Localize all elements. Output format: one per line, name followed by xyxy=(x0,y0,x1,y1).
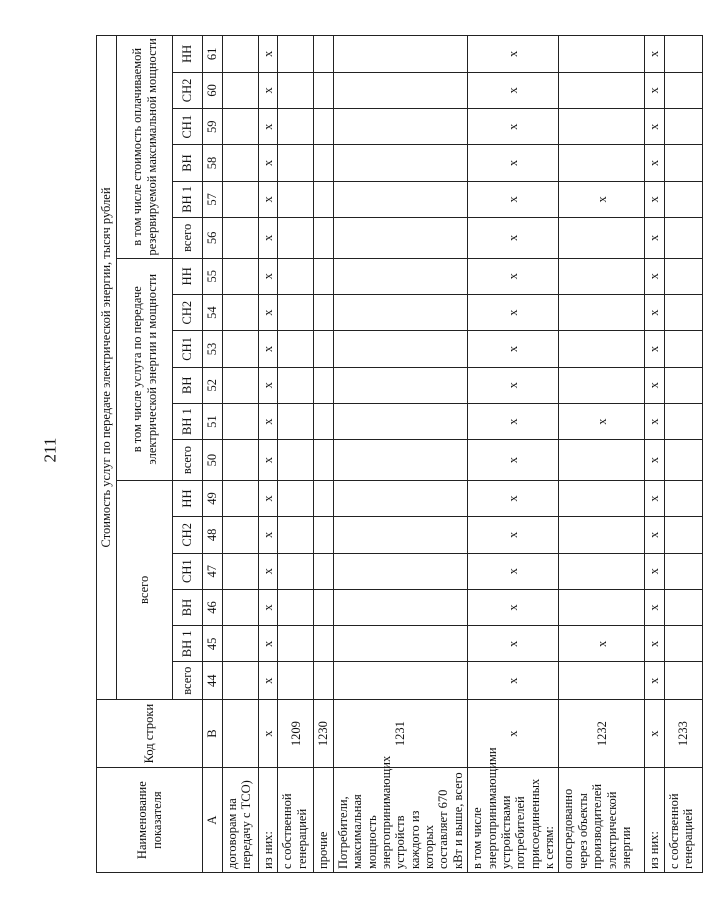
value-cell: x xyxy=(645,440,664,481)
row-name-cell: опосредованно через объекты производителей электрической энергии xyxy=(559,768,645,873)
value-cell xyxy=(664,109,702,145)
value-cell xyxy=(278,218,314,259)
column-number-cell: 59 xyxy=(203,109,223,145)
value-cell xyxy=(559,440,645,481)
value-cell xyxy=(314,258,333,294)
value-cell: x xyxy=(259,218,278,259)
row-code-cell: 1231 xyxy=(333,699,467,767)
value-cell xyxy=(278,480,314,516)
value-cell xyxy=(559,331,645,367)
value-cell xyxy=(278,109,314,145)
value-cell: x xyxy=(259,480,278,516)
value-cell xyxy=(333,517,467,553)
value-cell xyxy=(333,294,467,330)
value-cell xyxy=(314,331,333,367)
page-number: 211 xyxy=(40,437,60,463)
value-cell xyxy=(223,517,259,553)
column-number-cell: 44 xyxy=(203,662,223,699)
value-cell xyxy=(664,626,702,662)
header-level-cell: ВН 1 xyxy=(173,626,203,662)
value-cell xyxy=(314,440,333,481)
row-name-cell: из них: xyxy=(645,768,664,873)
header-level-cell: НН xyxy=(173,258,203,294)
value-cell: x xyxy=(645,218,664,259)
value-cell: x xyxy=(468,367,559,403)
value-cell: x xyxy=(468,294,559,330)
value-cell xyxy=(333,72,467,108)
value-cell xyxy=(559,72,645,108)
value-cell xyxy=(223,440,259,481)
value-cell: x xyxy=(645,517,664,553)
header-level-cell: всего xyxy=(173,218,203,259)
value-cell xyxy=(278,553,314,589)
value-cell xyxy=(223,626,259,662)
value-cell xyxy=(664,403,702,439)
table-row xyxy=(645,36,664,873)
value-cell: x xyxy=(645,36,664,73)
row-code-cell: 1230 xyxy=(314,699,333,767)
table-row xyxy=(278,36,314,873)
value-cell xyxy=(314,145,333,181)
value-cell: x xyxy=(468,145,559,181)
header-level-cell: НН xyxy=(173,480,203,516)
value-cell xyxy=(559,145,645,181)
value-cell xyxy=(333,367,467,403)
table-container xyxy=(96,35,696,873)
value-cell: x xyxy=(468,440,559,481)
row-code-cell: 1232 xyxy=(559,699,645,767)
value-cell xyxy=(278,181,314,217)
value-cell xyxy=(559,36,645,73)
value-cell: x xyxy=(645,553,664,589)
value-cell xyxy=(278,589,314,625)
value-cell xyxy=(664,36,702,73)
column-number-cell: 46 xyxy=(203,589,223,625)
header-transfer-group: в том числе услуга по передаче электрической энергии и мощности xyxy=(117,258,173,480)
value-cell: x xyxy=(645,480,664,516)
value-cell: x xyxy=(645,367,664,403)
value-cell xyxy=(314,589,333,625)
value-cell: x xyxy=(259,367,278,403)
value-cell xyxy=(278,403,314,439)
value-cell xyxy=(223,109,259,145)
header-level-cell: СН1 xyxy=(173,331,203,367)
value-cell xyxy=(223,662,259,699)
value-cell xyxy=(559,109,645,145)
column-number-cell: 54 xyxy=(203,294,223,330)
header-vsego-group: всего xyxy=(117,480,173,699)
value-cell xyxy=(333,403,467,439)
value-cell xyxy=(223,36,259,73)
value-cell: x xyxy=(259,626,278,662)
value-cell xyxy=(314,36,333,73)
value-cell xyxy=(664,218,702,259)
value-cell: x xyxy=(259,440,278,481)
value-cell xyxy=(314,294,333,330)
value-cell: x xyxy=(645,626,664,662)
column-number-cell: 45 xyxy=(203,626,223,662)
column-number-cell: 57 xyxy=(203,181,223,217)
value-cell xyxy=(333,258,467,294)
value-cell xyxy=(559,662,645,699)
value-cell xyxy=(278,517,314,553)
value-cell xyxy=(223,72,259,108)
column-number-cell: А xyxy=(203,768,223,873)
value-cell xyxy=(664,589,702,625)
value-cell: x xyxy=(259,662,278,699)
value-cell xyxy=(314,109,333,145)
value-cell xyxy=(223,367,259,403)
value-cell xyxy=(278,662,314,699)
value-cell xyxy=(333,440,467,481)
row-code-cell: x xyxy=(259,699,278,767)
value-cell: x xyxy=(645,109,664,145)
value-cell xyxy=(278,331,314,367)
value-cell xyxy=(333,109,467,145)
row-name-cell: из них: xyxy=(259,768,278,873)
value-cell: x xyxy=(259,145,278,181)
table-row xyxy=(223,36,259,873)
value-cell: x xyxy=(259,72,278,108)
table-row xyxy=(259,36,278,873)
value-cell xyxy=(559,258,645,294)
row-code-cell: x xyxy=(645,699,664,767)
value-cell xyxy=(333,181,467,217)
value-cell xyxy=(223,145,259,181)
value-cell xyxy=(314,72,333,108)
value-cell: x xyxy=(559,403,645,439)
header-level-cell: ВН xyxy=(173,367,203,403)
value-cell: x xyxy=(259,331,278,367)
header-level-cell: ВН xyxy=(173,145,203,181)
value-cell xyxy=(223,258,259,294)
row-code-cell: 1233 xyxy=(664,699,702,767)
value-cell: x xyxy=(468,626,559,662)
value-cell: x xyxy=(468,258,559,294)
value-cell xyxy=(314,367,333,403)
header-level-cell: СН2 xyxy=(173,72,203,108)
cost-table xyxy=(96,35,703,873)
column-number-cell: 52 xyxy=(203,367,223,403)
value-cell xyxy=(559,517,645,553)
value-cell: x xyxy=(645,403,664,439)
value-cell: x xyxy=(468,480,559,516)
value-cell: x xyxy=(645,662,664,699)
rotated-table-area xyxy=(96,35,696,873)
value-cell: x xyxy=(468,589,559,625)
value-cell: x xyxy=(645,589,664,625)
row-name-cell: Потребители, максимальная мощность энергопринимающих устройств каждого из которых составляет 670 кВт и выше, всего xyxy=(333,768,467,873)
value-cell: x xyxy=(259,258,278,294)
row-code-cell: x xyxy=(468,699,559,767)
column-number-cell: 48 xyxy=(203,517,223,553)
value-cell: x xyxy=(259,294,278,330)
value-cell xyxy=(664,145,702,181)
column-number-cell: 56 xyxy=(203,218,223,259)
header-level-cell: ВН xyxy=(173,589,203,625)
value-cell xyxy=(333,589,467,625)
value-cell xyxy=(278,72,314,108)
value-cell: x xyxy=(259,589,278,625)
header-reserve-group: в том числе стоимость оплачиваемой резервируемой максимальной мощности xyxy=(117,36,173,259)
table-row xyxy=(468,36,559,873)
header-code-column: Код строки xyxy=(97,699,203,767)
value-cell: x xyxy=(645,181,664,217)
value-cell: x xyxy=(645,294,664,330)
value-cell xyxy=(223,218,259,259)
column-number-cell: 60 xyxy=(203,72,223,108)
header-level-cell: ВН 1 xyxy=(173,181,203,217)
column-numbers-row xyxy=(203,36,223,873)
row-name-cell: с собственной генерацией xyxy=(664,768,702,873)
value-cell: x xyxy=(259,181,278,217)
value-cell xyxy=(223,294,259,330)
value-cell xyxy=(278,367,314,403)
value-cell xyxy=(333,480,467,516)
value-cell xyxy=(664,331,702,367)
column-number-cell: 50 xyxy=(203,440,223,481)
value-cell xyxy=(314,218,333,259)
value-cell xyxy=(559,218,645,259)
value-cell xyxy=(664,517,702,553)
value-cell xyxy=(664,181,702,217)
header-level-cell: ВН 1 xyxy=(173,403,203,439)
header-level-cell: всего xyxy=(173,662,203,699)
value-cell xyxy=(223,403,259,439)
value-cell xyxy=(333,626,467,662)
header-name-column: Наименование показателя xyxy=(97,768,203,873)
value-cell xyxy=(559,480,645,516)
value-cell xyxy=(559,367,645,403)
value-cell: x xyxy=(645,331,664,367)
value-cell xyxy=(278,145,314,181)
value-cell xyxy=(314,181,333,217)
value-cell xyxy=(333,218,467,259)
value-cell xyxy=(278,294,314,330)
row-code-cell: 1209 xyxy=(278,699,314,767)
column-number-cell: В xyxy=(203,699,223,767)
column-number-cell: 49 xyxy=(203,480,223,516)
value-cell xyxy=(559,589,645,625)
value-cell: x xyxy=(468,36,559,73)
value-cell xyxy=(664,258,702,294)
value-cell xyxy=(333,331,467,367)
value-cell xyxy=(278,626,314,662)
value-cell xyxy=(559,553,645,589)
value-cell: x xyxy=(468,109,559,145)
header-cost-group: Стоимость услуг по передаче электрической энергии, тысяч рублей xyxy=(97,36,117,700)
value-cell: x xyxy=(259,517,278,553)
table-row xyxy=(314,36,333,873)
value-cell: x xyxy=(645,72,664,108)
value-cell: x xyxy=(559,626,645,662)
table-row xyxy=(333,36,467,873)
header-level-cell: СН2 xyxy=(173,294,203,330)
value-cell xyxy=(223,553,259,589)
value-cell: x xyxy=(645,258,664,294)
value-cell xyxy=(559,294,645,330)
column-number-cell: 61 xyxy=(203,36,223,73)
table-body xyxy=(223,36,703,873)
value-cell xyxy=(278,440,314,481)
value-cell xyxy=(223,480,259,516)
value-cell xyxy=(333,36,467,73)
column-number-cell: 51 xyxy=(203,403,223,439)
row-name-cell: в том числе энергопринимающими устройствами потребителей присоединенных к сетям: xyxy=(468,768,559,873)
row-code-cell xyxy=(223,699,259,767)
table-row xyxy=(664,36,702,873)
header-level-cell: СН1 xyxy=(173,109,203,145)
value-cell: x xyxy=(259,553,278,589)
value-cell xyxy=(314,517,333,553)
value-cell xyxy=(314,553,333,589)
value-cell xyxy=(314,403,333,439)
value-cell: x xyxy=(645,145,664,181)
value-cell: x xyxy=(259,109,278,145)
value-cell: x xyxy=(468,517,559,553)
value-cell xyxy=(664,553,702,589)
column-number-cell: 53 xyxy=(203,331,223,367)
value-cell: x xyxy=(468,662,559,699)
value-cell xyxy=(664,72,702,108)
value-cell xyxy=(223,181,259,217)
value-cell xyxy=(278,36,314,73)
column-number-cell: 47 xyxy=(203,553,223,589)
value-cell xyxy=(664,294,702,330)
table-row xyxy=(559,36,645,873)
value-cell xyxy=(314,662,333,699)
value-cell: x xyxy=(468,72,559,108)
header-level-cell: НН xyxy=(173,36,203,73)
value-cell xyxy=(223,589,259,625)
row-name-cell: с собственной генерацией xyxy=(278,768,314,873)
value-cell: x xyxy=(468,331,559,367)
value-cell xyxy=(333,553,467,589)
row-name-cell: прочие xyxy=(314,768,333,873)
value-cell xyxy=(333,145,467,181)
value-cell: x xyxy=(559,181,645,217)
value-cell: x xyxy=(468,181,559,217)
value-cell xyxy=(664,440,702,481)
value-cell: x xyxy=(468,553,559,589)
column-number-cell: 58 xyxy=(203,145,223,181)
value-cell xyxy=(314,626,333,662)
value-cell xyxy=(223,331,259,367)
value-cell xyxy=(278,258,314,294)
column-number-cell: 55 xyxy=(203,258,223,294)
header-level-cell: СН1 xyxy=(173,553,203,589)
value-cell xyxy=(333,662,467,699)
value-cell xyxy=(314,480,333,516)
value-cell: x xyxy=(468,218,559,259)
value-cell xyxy=(664,480,702,516)
value-cell: x xyxy=(259,36,278,73)
value-cell xyxy=(664,662,702,699)
header-level-cell: СН2 xyxy=(173,517,203,553)
header-level-cell: всего xyxy=(173,440,203,481)
value-cell: x xyxy=(259,403,278,439)
value-cell xyxy=(664,367,702,403)
value-cell: x xyxy=(468,403,559,439)
row-name-cell: договорам на передачу с ТСО) xyxy=(223,768,259,873)
